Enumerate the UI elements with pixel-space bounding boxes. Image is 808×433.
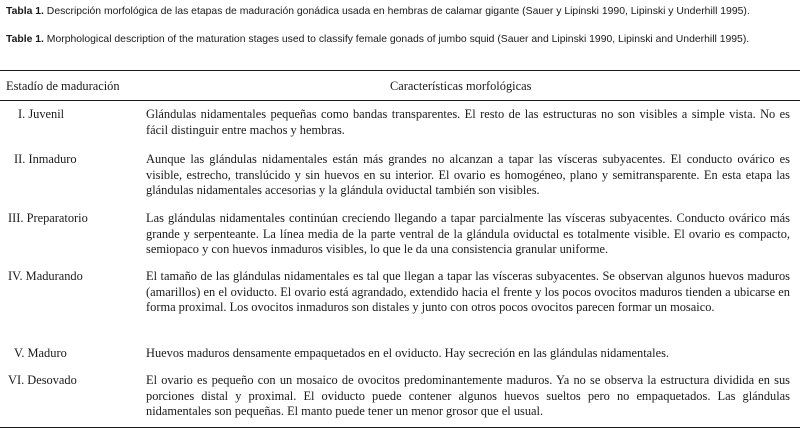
- stage-cell: I. Juvenil: [18, 107, 65, 121]
- header-description: Características morfológicas: [390, 79, 532, 93]
- description-cell: Las glándulas nidamentales continúan creciendo llegando a tapar parcialmente las vísceras subyacentes. Conducto ovárico más grande y serpenteante. La línea media de la parte ventral de la glándula oviductal es totalmente visible. El ovario es compacto, semiopaco y con huevos inmaduros visibles, lo que le da una consistencia granular uniforme.: [146, 211, 790, 256]
- table-caption-english: [6, 34, 798, 45]
- stage-cell: III. Preparatorio: [8, 211, 88, 225]
- caption-label: Table 1.: [6, 34, 44, 45]
- description-cell: El ovario es pequeño con un mosaico de ovocitos predominantemente maduros. Ya no se observa la estructura dividida en sus porciones distal y proximal. El oviducto puede contener algunos huevos sueltos pero no empaquetados. Las glándulas nidamentales son pequeñas. El manto puede tener un menor grosor que el usual.: [146, 373, 790, 418]
- description-cell: Huevos maduros densamente empaquetados en el oviducto. Hay secreción en las glándulas nidamentales.: [146, 346, 669, 360]
- stage-cell: V. Maduro: [14, 346, 67, 360]
- caption-label: Tabla 1.: [6, 6, 44, 17]
- description-cell: Glándulas nidamentales pequeñas como bandas transparentes. El resto de las estructuras no son visibles a simple vista. No es fácil distinguir entre machos y hembras.: [146, 107, 790, 137]
- caption-text: Morphological description of the maturation stages used to classify female gonads of jumbo squid (Sauer and Lipinski 1990, Lipinski and Underhill 1995).: [43, 34, 750, 45]
- stage-cell: VI. Desovado: [8, 373, 77, 387]
- table-caption-spanish: [6, 6, 798, 17]
- description-cell: Aunque las glándulas nidamentales están más grandes no alcanzan a tapar las vísceras subyacentes. El conducto ovárico es visible, estrecho, translúcido y sin huevos en su interior. El ovario es homogéneo, plano y semitransparente. En esta etapa las glándulas nidamentales accesorias y la glándula oviductal también son visibles.: [146, 152, 790, 197]
- description-cell: El tamaño de las glándulas nidamentales es tal que llegan a tapar las vísceras subyacentes. Se observan algunos huevos maduros (amarillos) en el oviducto. El ovario está agrandado, extendido hacia el frente y los pocos ovocitos maduros tienden a ubicarse en forma proximal. Los ovocitos inmaduros son distales y junto con otros pocos ovocitos parecen formar un mosaico.: [146, 269, 790, 314]
- caption-text: Descripción morfológica de las etapas de maduración gonádica usada en hembras de calamar gigante (Sauer y Lipinski 1990, Lipinski y Underhill 1995).: [43, 6, 750, 17]
- header-stage: Estadío de maduración: [6, 79, 120, 93]
- table-bottom-rule: [0, 427, 800, 428]
- table-top-rule: [0, 70, 800, 71]
- stage-cell: II. Inmaduro: [14, 152, 77, 166]
- stage-cell: IV. Madurando: [8, 269, 83, 283]
- table-header-rule: [0, 100, 800, 101]
